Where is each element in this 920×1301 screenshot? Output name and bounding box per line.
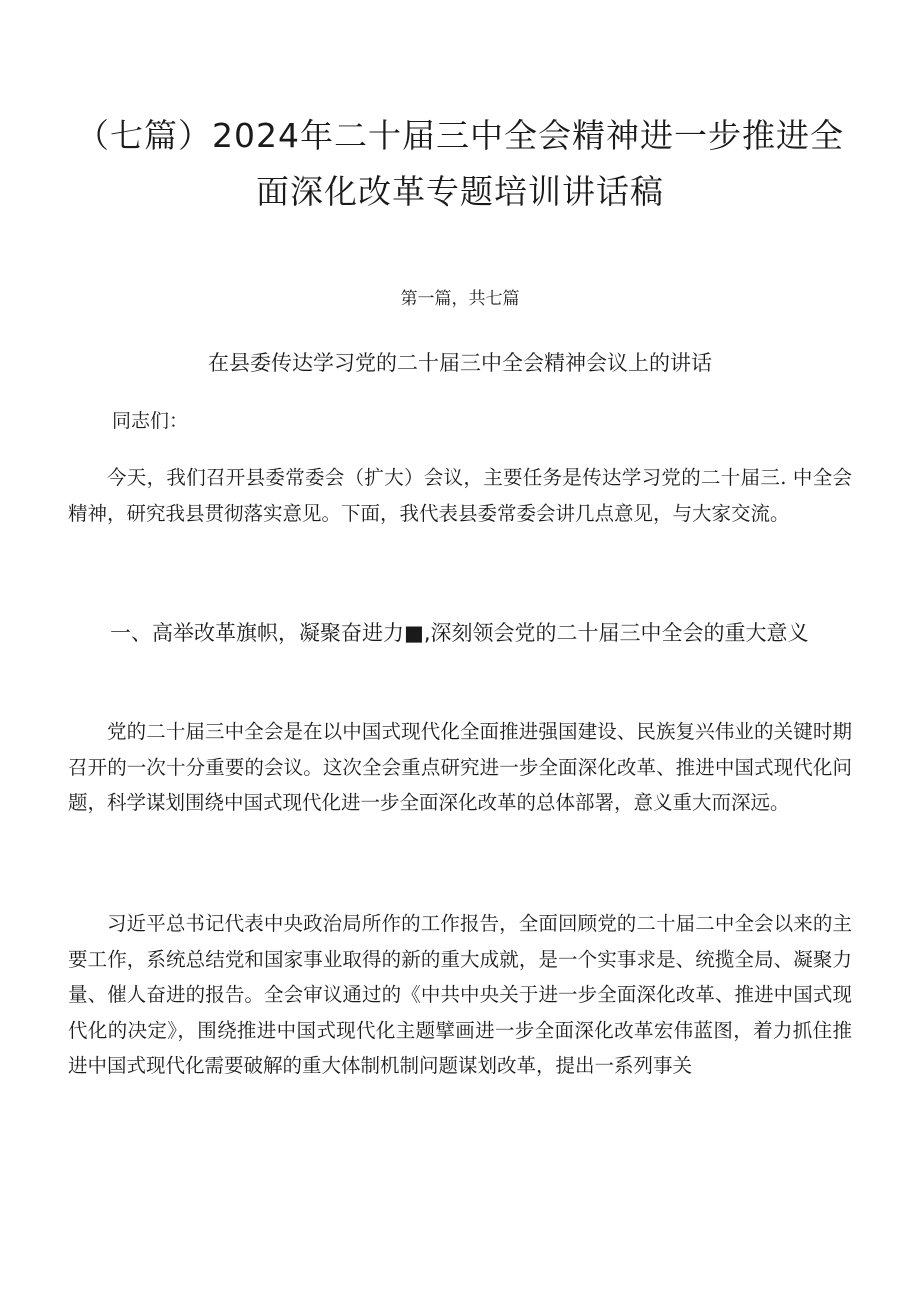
body-paragraph: 今天，我们召开县委常委会（扩大）会议，主要任务是传达学习党的二十届三. 中全会精神，研究我县贯彻落实意见。下面，我代表县委常委会讲几点意见，与大家交流。 xyxy=(68,466,852,525)
document-subtitle: 第一篇，共七篇 xyxy=(400,289,520,309)
document-title: （七篇）2024年二十届三中全会精神进一步推进全面深化改革专题培训讲话稿 xyxy=(76,116,844,211)
greeting: 同志们： xyxy=(112,410,189,432)
section-heading: 一、高举改革旗帜，凝聚奋进力■,深刻领会党的二十届三中全会的重大意义 xyxy=(110,621,809,645)
speech-title: 在县委传达学习党的二十届三中全会精神会议上的讲话 xyxy=(208,351,712,375)
body-paragraph: 党的二十届三中全会是在以中国式现代化全面推进强国建设、民族复兴伟业的关键时期召开的一次十分重要的会议。这次全会重点研究进一步全面深化改革、推进中国式现代化问题，科学谋划围绕中国式现代化进一步全面深化改革的总体部署，意义重大而深远。 xyxy=(68,720,852,814)
body-paragraph: 习近平总书记代表中央政治局所作的工作报告，全面回顾党的二十届二中全会以来的主要工作，系统总结党和国家事业取得的新的重大成就，是一个实事求是、统揽全局、凝聚力量、催人奋进的报告。全会审议通过的《中共中央关于进一步全面深化改革、推进中国式现代化的决定》，围绕推进中国式现代化主题擘画进一步全面深化改革宏伟蓝图，着力抓住推进中国式现代化需要破解的重大体制机制问题谋划改革，提出一系列事关 xyxy=(68,912,852,1077)
